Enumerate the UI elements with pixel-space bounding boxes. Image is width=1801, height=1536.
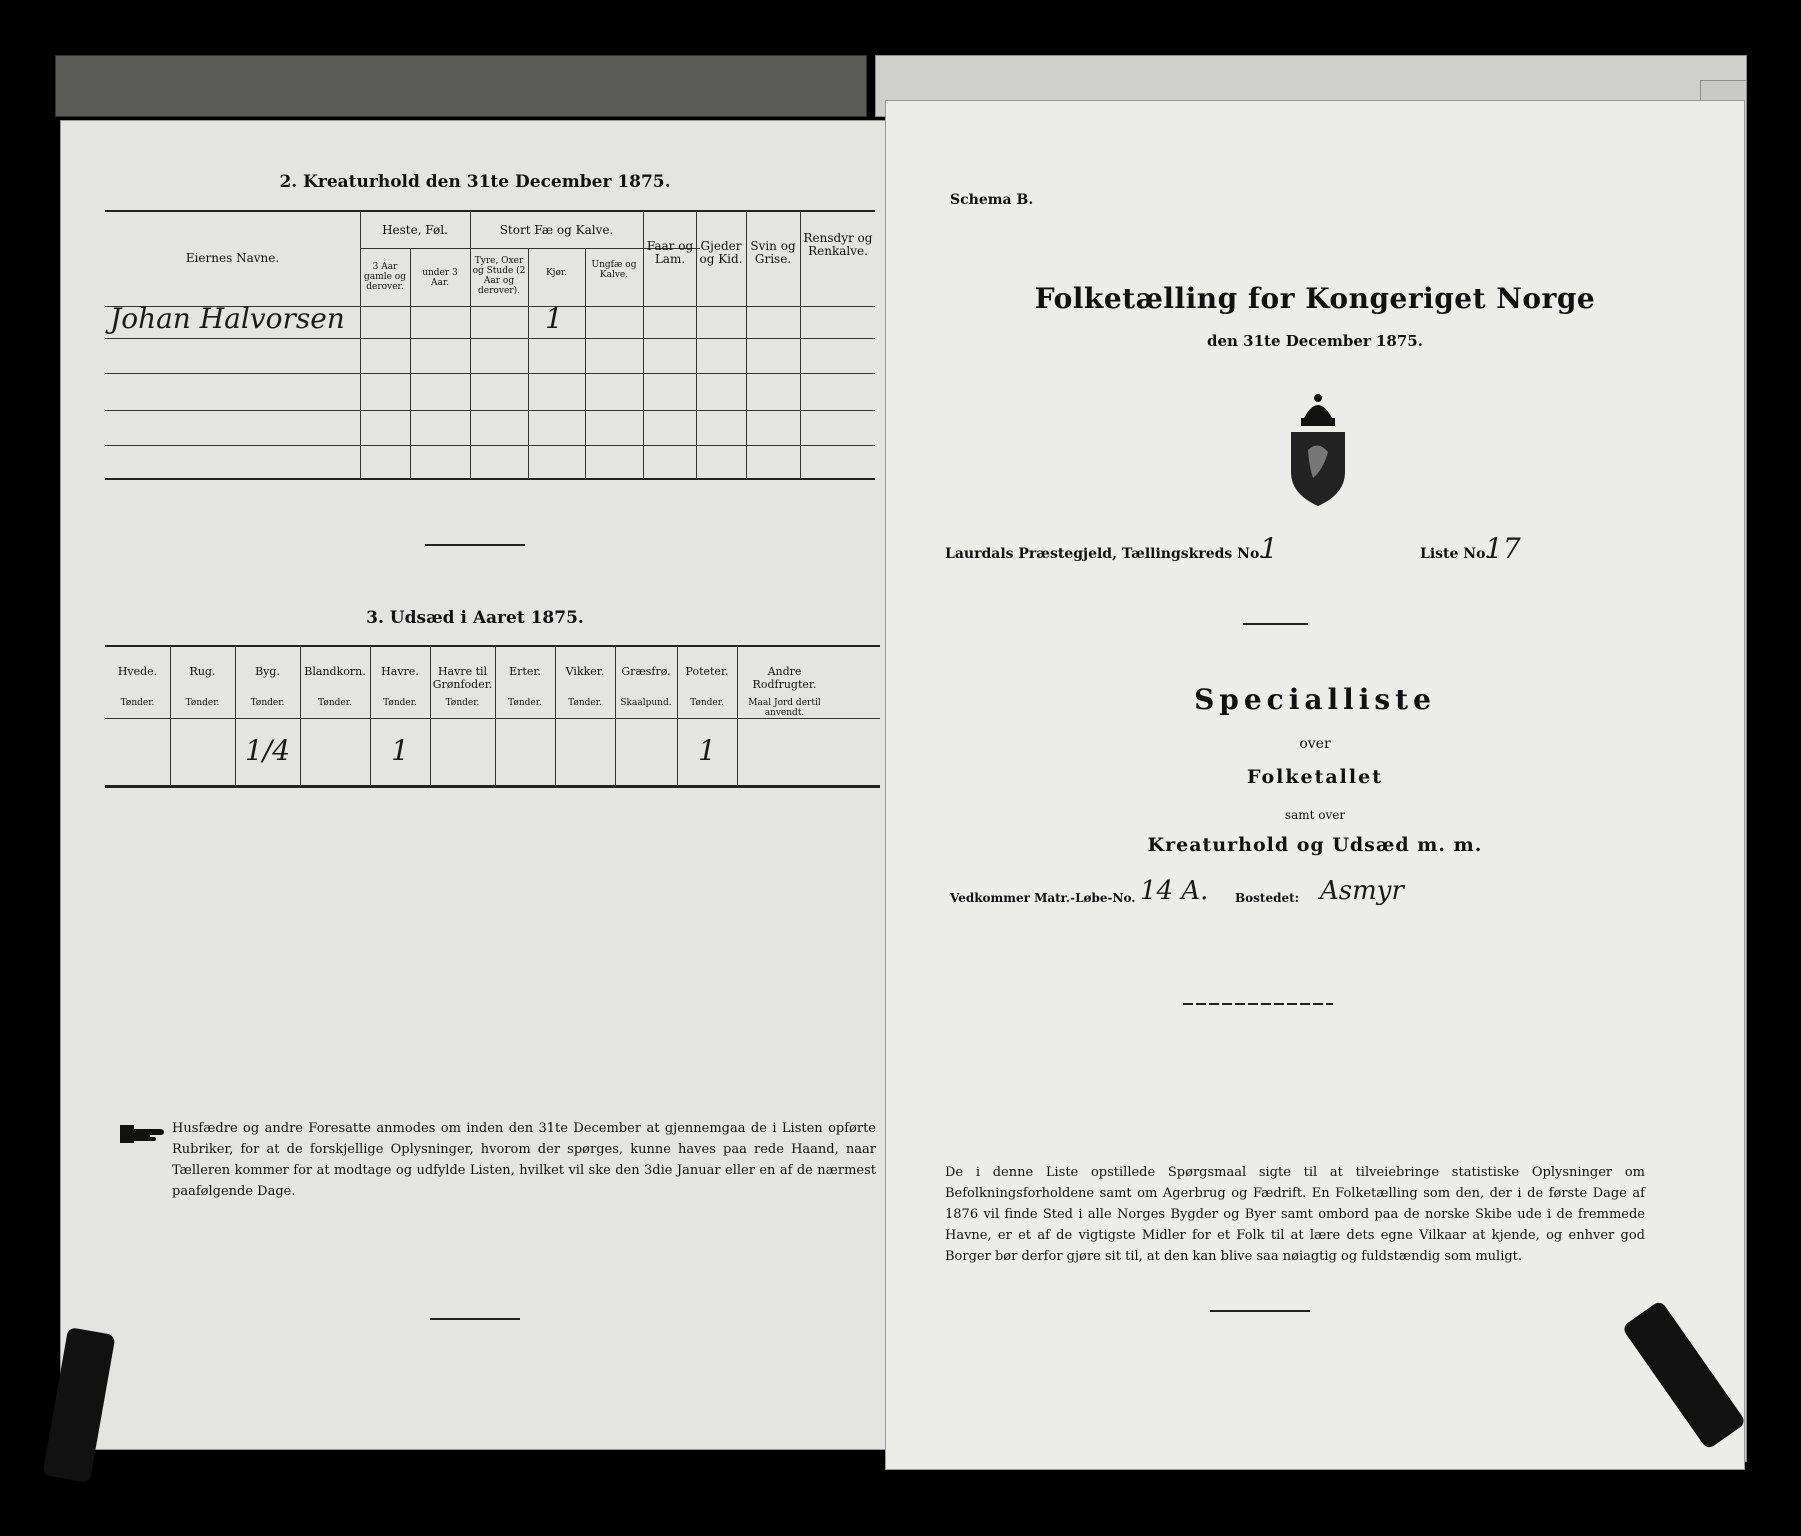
- owner-name-row1: Johan Halvorsen: [110, 302, 345, 335]
- sub-tyre: Tyre, Oxer og Stude (2 Aar og derover).: [472, 256, 526, 296]
- seed-header-rule: [105, 718, 880, 719]
- seed-unit: Tønder.: [318, 698, 352, 708]
- seed-unit: Tønder.: [690, 698, 724, 708]
- col-divider: [585, 248, 586, 478]
- section2-title: 2. Kreaturhold den 31te December 1875.: [279, 172, 671, 192]
- col-divider: [643, 210, 644, 478]
- dashed-separator: [1183, 1003, 1333, 1005]
- sub-ungfae: Ungfæ og Kalve.: [591, 260, 637, 280]
- liste-label: Liste No.: [1420, 546, 1491, 562]
- separator-rule: [425, 544, 525, 546]
- faar-header: Faar og Lam.: [646, 239, 694, 266]
- bottom-rule: [430, 1318, 520, 1320]
- seed-unit: Maal Jord dertil anvendt.: [748, 698, 821, 718]
- rensdyr-header: Rensdyr og Renkalve.: [803, 231, 873, 258]
- seed-header: Byg.: [255, 665, 280, 678]
- seed-header: Havre.: [381, 665, 419, 678]
- seed-unit: Tønder.: [508, 698, 542, 708]
- pointing-hand-icon: [120, 1123, 166, 1145]
- seed-unit: Tønder.: [250, 698, 285, 708]
- row-rule: [105, 410, 875, 411]
- seed-value: 1/4: [244, 734, 291, 767]
- sub-kjor: Kjør.: [545, 268, 568, 278]
- over-label: over: [1299, 736, 1331, 752]
- right-page: [885, 100, 1745, 1470]
- matr-value: 14 A.: [1140, 876, 1209, 906]
- heste-header: Heste, Føl.: [382, 223, 448, 237]
- gjeder-header: Gjeder og Kid.: [699, 239, 743, 266]
- seed-unit: Skaalpund.: [620, 698, 672, 708]
- seed-header: Havre til Grønfoder.: [432, 665, 493, 691]
- col-divider: [470, 210, 471, 478]
- liste-value: 17: [1485, 532, 1521, 565]
- seed-header: Andre Rodfrugter.: [752, 665, 817, 691]
- bottom-rule-right: [1210, 1310, 1310, 1312]
- left-page: [60, 120, 890, 1450]
- seed-header: Rug.: [189, 665, 216, 678]
- bosted-value: Asmyr: [1320, 876, 1404, 906]
- title-separator: [1243, 623, 1308, 625]
- table-top-rule: [105, 210, 875, 212]
- schema-label: Schema B.: [950, 192, 1034, 208]
- main-title: Folketælling for Kongeriget Norge: [1034, 282, 1596, 315]
- seed-header: Poteter.: [685, 665, 729, 678]
- row-rule: [105, 445, 875, 446]
- seed-header: Vikker.: [565, 665, 605, 678]
- seed-unit: Tønder.: [568, 698, 602, 708]
- seed-unit: Tønder.: [185, 698, 220, 708]
- kjor-value-row1: 1: [545, 302, 563, 335]
- sub-under3: under 3 Aar.: [422, 268, 458, 288]
- explanatory-paragraph: De i denne Liste opstillede Spørgsmaal sigte til at tilveiebringe statistiske Oplysninger om Befolkningsforholdene samt om Agerbrug og Fædrift. En Folketælling som den, der i de første Dage af 1876 vil finde Sted i alle Norges Bygder og Byer samt ombord paa de norske Skibe ude i de fremmede Havne, er et af de vigtigste Midler for et Folk til at lære dets egne Vilkaar at kjende, og enhver god Borger bør derfor gjøre sit til, at den kan blive saa nøiagtig og fuldstændig som muligt.: [945, 1165, 1645, 1264]
- coat-of-arms-icon: [1283, 390, 1353, 510]
- seed-unit: Tønder.: [445, 698, 480, 708]
- notice-text: Husfædre og andre Foresatte anmodes om inden den 31te December at gjennemgaa de i Listen opførte Rubriker, for at de forskjellige Oplysninger, hvorom der spørges, kunne haves paa rede Haand, naar Tælleren kommer for at modtage og udfylde Listen, hvilket vil ske den 3die Januar eller en af de nærmest paafølgende Dage.: [172, 1121, 876, 1199]
- stort-fae-header: Stort Fæ og Kalve.: [499, 223, 614, 237]
- seed-unit: Tønder.: [120, 698, 155, 708]
- owner-header: Eiernes Navne.: [185, 251, 280, 265]
- seed-header: Blandkorn.: [304, 665, 366, 678]
- col-divider: [410, 248, 411, 478]
- kreds-value: 1: [1260, 532, 1278, 565]
- seed-header: Erter.: [509, 665, 541, 678]
- seed-value: 1: [698, 734, 716, 767]
- folketallet-title: Folketallet: [1247, 766, 1383, 788]
- seed-value: 1: [391, 734, 409, 767]
- seed-header: Græsfrø.: [621, 665, 671, 678]
- seed-unit: Tønder.: [383, 698, 417, 708]
- bosted-label: Bostedet:: [1235, 891, 1300, 905]
- row-rule: [105, 373, 875, 374]
- prestegjeld-label: Laurdals Præstegjeld, Tællingskreds No.: [945, 546, 1264, 562]
- matr-label: Vedkommer Matr.-Løbe-No.: [950, 891, 1136, 905]
- seed-table-bottom: [105, 785, 880, 788]
- specialliste-title: Specialliste: [1194, 683, 1436, 716]
- seed-header: Hvede.: [117, 665, 158, 678]
- section3-title: 3. Udsæd i Aaret 1875.: [366, 608, 584, 628]
- samt-over-label: samt over: [1284, 808, 1346, 822]
- page-stack-edge-left: [55, 55, 867, 117]
- col-divider: [360, 210, 361, 478]
- seed-table-top: [105, 645, 880, 647]
- svin-header: Svin og Grise.: [750, 239, 796, 266]
- col-divider: [528, 248, 529, 478]
- date-line: den 31te December 1875.: [1207, 332, 1423, 350]
- sub-3aar: 3 Aar gamle og derover.: [364, 262, 406, 292]
- table-bottom-rule: [105, 478, 875, 480]
- kreaturhold-title: Kreaturhold og Udsæd m. m.: [1147, 834, 1483, 856]
- row-rule: [105, 338, 875, 339]
